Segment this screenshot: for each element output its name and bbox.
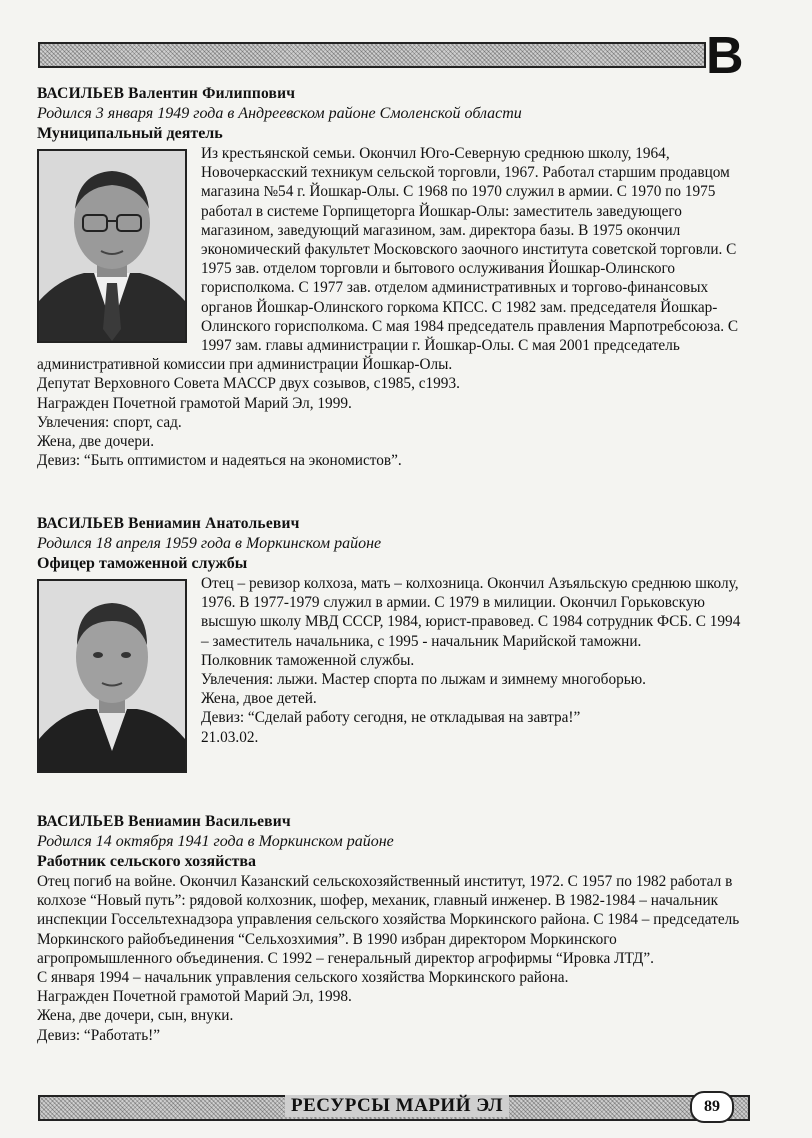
section-letter: В xyxy=(706,27,744,85)
entry-role: Работник сельского хозяйства xyxy=(37,853,256,870)
entry-line: Жена, две дочери. xyxy=(37,433,155,451)
entry-line: Награжден Почетной грамотой Марий Эл, 1998. xyxy=(37,988,352,1006)
entry-line: Награжден Почетной грамотой Марий Эл, 1999. xyxy=(37,394,352,412)
entry-line: 21.03.02. xyxy=(201,728,259,746)
entry-line: Увлечения: лыжи. Мастер спорта по лыжам и зимнему многоборью. xyxy=(201,671,646,689)
entry-veniamin-vasilievich xyxy=(37,812,749,1045)
entry-line: Полковник таможенной службы. xyxy=(201,651,415,669)
entry-line: С января 1994 – начальник управления сельского хозяйства Моркинского района. xyxy=(37,969,569,987)
entry-line: Жена, двое детей. xyxy=(201,690,317,708)
entry-line: Девиз: “Сделай работу сегодня, не откладывая на завтра!” xyxy=(201,709,581,727)
entry-role: Офицер таможенной службы xyxy=(37,555,248,572)
header-band xyxy=(38,42,706,68)
entry-name: ВАСИЛЬЕВ Вениамин Анатольевич xyxy=(37,515,300,532)
entry-line: Увлечения: спорт, сад. xyxy=(37,413,182,431)
entry-role: Муниципальный деятель xyxy=(37,125,223,142)
entry-birth: Родился 3 января 1949 года в Андреевском районе Смоленской области xyxy=(37,105,522,122)
entry-veniamin-anatolievich xyxy=(37,514,749,777)
entry-bio: Из крестьянской семьи. Окончил Юго-Северную среднюю школу, 1964, Новочеркасский техникум сельской торговли, 1967. Работал старшим продавцом магазина №54 г. Йошкар-Олы. С 1968 по 1970 служил в армии. С 1970 по 1975 работал в системе Горпищеторга Йошкар-Олы: заместитель заведующего магазином, заведующий магазином, зам. директора базы. В 1975 окончил экономический факультет Московского заочного института советской торговли. С 1975 зав. отделом торговли и бытового ослуживания Йошкар-Олинского горисполкома. С 1977 зав. отделом административных и торгово-финансовых органов Йошкар-Олинского горкома КПСС. С 1982 зам. председателя Йошкар-Олинского горисполкома. С мая 1984 председатель правления Марпотребсоюза. С 1997 зам. главы администрации г. Йошкар-Олы. С мая 2001 председатель административной комиссии при администрации Йошкар-Олы. xyxy=(37,145,739,374)
journal-title: РЕСУРСЫ МАРИЙ ЭЛ xyxy=(285,1095,509,1117)
entry-line: Девиз: “Работать!” xyxy=(37,1026,161,1044)
entry-bio: Отец погиб на войне. Окончил Казанский сельскохозяйственный институт, 1972. С 1957 по 1982 работал в колхозе “Новый путь”: рядовой колхозник, шофер, механик, главный инженер. В 1982-1984 – начальник инспекции Госсельтехнадзора управления сельского хозяйства Моркинского района. С 1984 – председатель Моркинского райобъединения “Сельхозхимия”. В 1990 избран директором Моркинского агропромышленного объединения. С 1992 – генеральный директор агрофирмы “Ировка ЛТД”. xyxy=(37,873,740,967)
entry-name: ВАСИЛЬЕВ Вениамин Васильевич xyxy=(37,813,291,830)
entry-line: Девиз: “Быть оптимистом и надеяться на экономистов”. xyxy=(37,452,402,470)
entry-birth: Родился 18 апреля 1959 года в Моркинском районе xyxy=(37,535,382,552)
entry-name: ВАСИЛЬЕВ Валентин Филиппович xyxy=(37,85,296,102)
page-number: 89 xyxy=(690,1091,734,1123)
entry-bio: Отец – ревизор колхоза, мать – колхозница. Окончил Азъяльскую среднюю школу, 1976. В 1977-1979 служил в армии. С 1979 в милиции. Окончил Горьковскую высшую школу МВД СССР, 1984, юрист-правовед. С 1984 сотрудник ФСБ. С 1994 – заместитель начальника, с 1995 - начальник Марийской таможни. xyxy=(201,575,741,650)
entry-line: Жена, две дочери, сын, внуки. xyxy=(37,1007,234,1025)
portrait-photo xyxy=(37,149,187,343)
portrait-photo xyxy=(37,579,187,773)
entry-valentin xyxy=(37,84,749,470)
entry-line: Депутат Верховного Совета МАССР двух созывов, с1985, с1993. xyxy=(37,375,460,393)
entry-birth: Родился 14 октября 1941 года в Моркинском районе xyxy=(37,833,394,850)
